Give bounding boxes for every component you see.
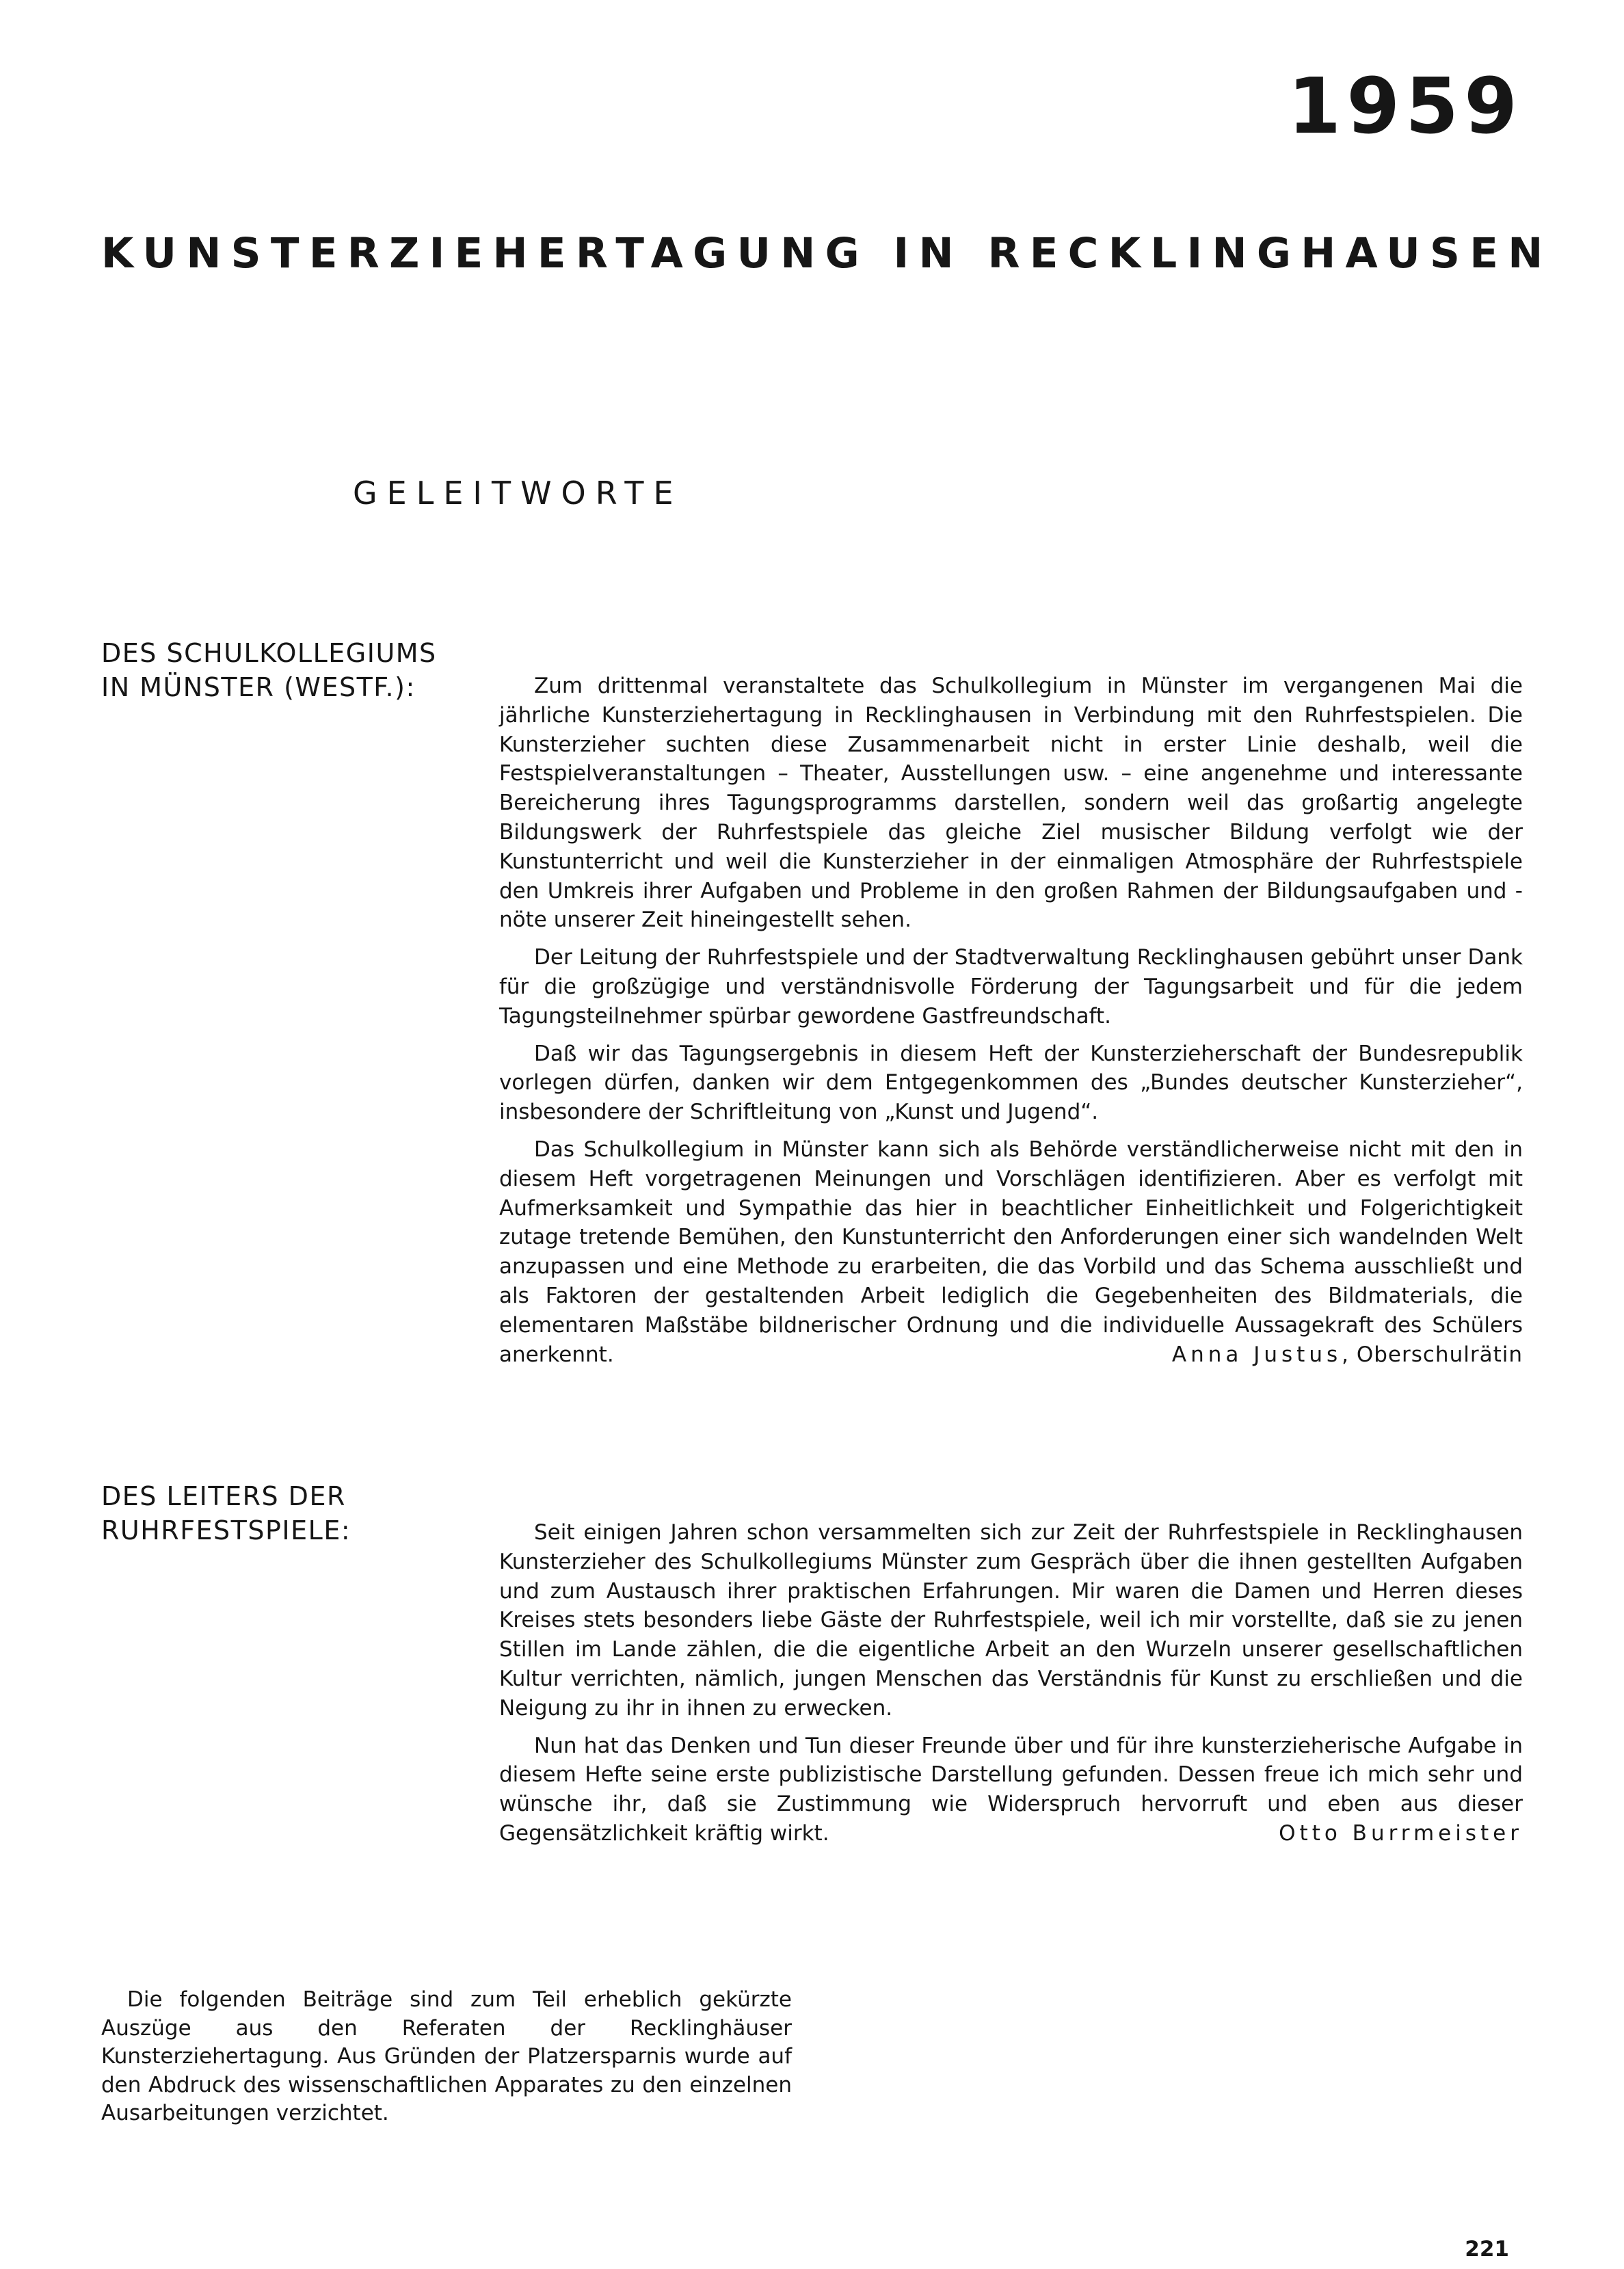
side-label-line: IN MÜNSTER (WESTF.):: [101, 672, 416, 702]
section-subtitle: GELEITWORTE: [353, 475, 683, 512]
body-paragraph: Seit einigen Jahren schon versammelten sich zur Zeit der Ruhrfestspiele in Recklinghausen Kunsterzieher des Schulkollegiums Münster zum Gespräch über die ihnen gestellten Aufgaben und zum Austausch ihrer praktischen Erfahrungen. Mir waren die Damen und Herren dieses Kreises stets besonders liebe Gäste der Ruhrfestspiele, weil ich mir vorstellte, daß sie zu jenen Stillen im Lande zählen, die die eigentliche Arbeit an den Wurzeln unserer gesellschaftlichen Kultur verrichten, nämlich, jungen Menschen das Verständnis für Kunst zu erschließen und die Neigung zu ihr in ihnen zu erwecken.: [499, 1520, 1523, 1721]
body-paragraph: [499, 1135, 1523, 1369]
body-paragraph: Der Leitung der Ruhrfestspiele und der Stadtverwaltung Recklinghausen gebührt unser Dank für die großzügige und verständnisvolle Förderung der Tagungsarbeit und für die jedem Tagungsteilnehmer spürbar gewordene Gastfreundschaft.: [499, 945, 1523, 1029]
signature: [1137, 1340, 1523, 1370]
signature-name: Anna Justus: [1171, 1342, 1342, 1367]
body-paragraph: [499, 1731, 1523, 1848]
signature: [1244, 1819, 1523, 1848]
signature-name: Otto Burrmeister: [1279, 1820, 1523, 1846]
side-label-ruhrfestspiele: [101, 1479, 351, 1548]
body-paragraph: Zum drittenmal veranstaltete das Schulkollegium in Münster im vergangenen Mai die jährliche Kunsterziehertagung in Recklinghausen in Verbindung mit den Ruhrfestspielen. Die Kunsterzieher suchten diese Zusammenarbeit nicht in erster Linie deshalb, weil die Festspielveranstaltungen – Theater, Ausstellungen usw. – eine angenehme und interessante Bereicherung ihres Tagungsprogramms darstellen, sondern weil das großartig angelegte Bildungswerk der Ruhrfestspiele das gleiche Ziel musischer Bildung verfolgt wie der Kunstunterricht und weil die Kunsterzieher in der einmaligen Atmosphäre der Ruhrfestspiele den Umkreis ihrer Aufgaben und Probleme in den großen Rahmen der Bildungsaufgaben und -nöte unserer Zeit hineingestellt sehen.: [499, 674, 1523, 933]
side-label-line: DES SCHULKOLLEGIUMS: [101, 638, 437, 668]
year-heading: 1959: [1288, 62, 1523, 151]
side-label-schulkollegium: [101, 636, 437, 704]
signature-title: , Oberschulrätin: [1342, 1342, 1523, 1367]
paragraph-text: Das Schulkollegium in Münster kann sich als Behörde verständlicherweise nicht mit den in diesem Heft vorgetragenen Meinungen und Vorschlägen identifizieren. Aber es verfolgt mit Aufmerksamkeit und Sympathie das hier in beachtlicher Einheitlichkeit und Folgerichtigkeit zutage tretende Bemühen, den Kunstunterricht den Anforderungen einer sich wandelnden Welt anzupassen und eine Methode zu erarbeiten, die das Vorbild und das Schema ausschließt und als Faktoren der gestaltenden Arbeit lediglich die Gegebenheiten des Bildmaterials, die elementaren Maßstäbe bildnerischer Ordnung und die individuelle Aussagekraft des Schülers anerkennt.: [499, 1137, 1523, 1367]
side-label-line: RUHRFESTSPIELE:: [101, 1515, 351, 1545]
text-column-ruhrfestspiele: [499, 1518, 1523, 1857]
editorial-note: [101, 1986, 792, 2128]
text-column-schulkollegium: [499, 672, 1523, 1377]
page-number: 221: [1465, 2237, 1509, 2261]
body-paragraph: Daß wir das Tagungsergebnis in diesem Heft der Kunsterzieherschaft der Bundesrepublik vorlegen dürfen, danken wir dem Entgegenkommen des „Bundes deutscher Kunsterzieher“, insbesondere der Schriftleitung von „Kunst und Jugend“.: [499, 1041, 1523, 1125]
page-title: KUNSTERZIEHERTAGUNG IN RECKLINGHAUSEN: [101, 229, 1553, 278]
side-label-line: DES LEITERS DER: [101, 1481, 346, 1511]
note-text: Die folgenden Beiträge sind zum Teil erheblich gekürzte Auszüge aus den Referaten der Recklinghäuser Kunsterziehertagung. Aus Gründen der Platzersparnis wurde auf den Abdruck des wissenschaftlichen Apparates zu den einzelnen Ausarbeitungen verzichtet.: [101, 1987, 792, 2125]
paragraph-text: Nun hat das Denken und Tun dieser Freunde über und für ihre kunsterzieherische Aufgabe in diesem Hefte seine erste publizistische Darstellung gefunden. Dessen freue ich mich sehr und wünsche ihr, daß sie Zustimmung wie Widerspruch hervorruft und eben aus dieser Gegensätzlichkeit kräftig wirkt.: [499, 1733, 1523, 1846]
